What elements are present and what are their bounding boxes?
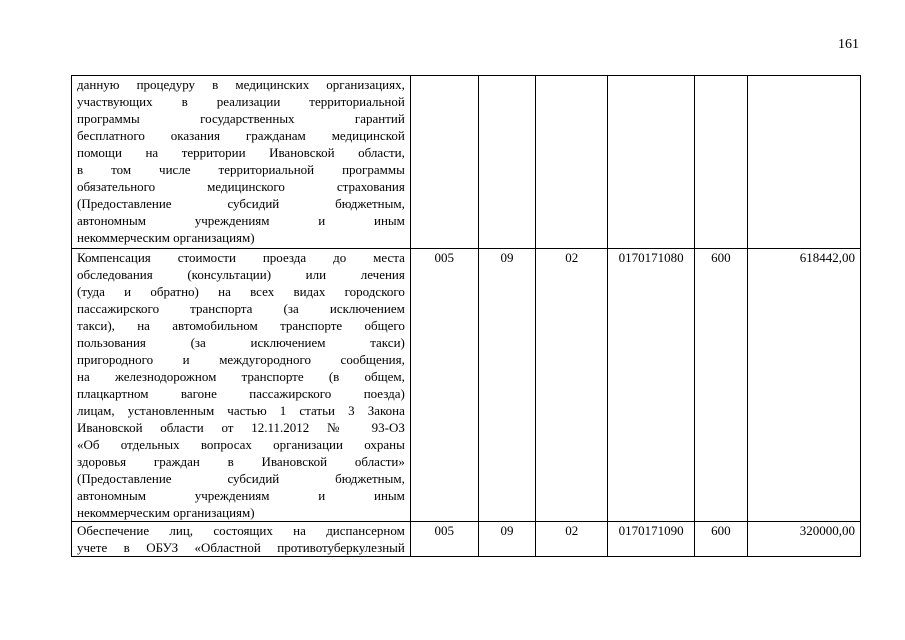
- table-row: [72, 522, 861, 557]
- description-line: здоровья граждан в Ивановской области»: [77, 454, 405, 469]
- description-line: Обеспечение лиц, состоящих на диспансерном: [77, 523, 405, 538]
- target-article-code: 0170171090: [608, 522, 695, 557]
- description-line: Компенсация стоимости проезда до места: [77, 250, 405, 265]
- amount: 320000,00: [747, 522, 860, 557]
- row-description: [72, 76, 411, 249]
- description-line: автономным учреждениям и иным: [77, 213, 405, 228]
- section-code: 09: [478, 522, 536, 557]
- description-line: обследования (консультации) или лечения: [77, 267, 405, 282]
- description-line: помощи на территории Ивановской области,: [77, 145, 405, 160]
- description-line: (туда и обратно) на всех видах городского: [77, 284, 405, 299]
- description-line: в том числе территориальной программы: [77, 162, 405, 177]
- description-line: пригородного и междугородного сообщения,: [77, 352, 405, 367]
- expense-type-code: 600: [695, 522, 748, 557]
- section-code: 09: [478, 249, 536, 522]
- subsection-code: 02: [536, 522, 608, 557]
- row-description: [72, 249, 411, 522]
- amount: [747, 76, 860, 249]
- description-line: пассажирского транспорта (за исключением: [77, 301, 405, 316]
- description-line: такси), на автомобильном транспорте общего: [77, 318, 405, 333]
- description-line: Ивановской области от 12.11.2012 № 93-ОЗ: [77, 420, 405, 435]
- description-line: учете в ОБУЗ «Областной противотуберкулезный: [77, 540, 405, 555]
- description-line: плацкартном вагоне пассажирского поезда): [77, 386, 405, 401]
- description-line: пользования (за исключением такси): [77, 335, 405, 350]
- description-line: «Об отдельных вопросах организации охраны: [77, 437, 405, 452]
- target-article-code: [608, 76, 695, 249]
- description-line: некоммерческим организациям): [77, 230, 255, 245]
- budget-table: [71, 75, 861, 557]
- description-line: бесплатного оказания гражданам медицинской: [77, 128, 405, 143]
- description-line: (Предоставление субсидий бюджетным,: [77, 471, 405, 486]
- amount: 618442,00: [747, 249, 860, 522]
- description-line: автономным учреждениям и иным: [77, 488, 405, 503]
- row-description: [72, 522, 411, 557]
- page-number: 161: [838, 37, 859, 52]
- ministry-code: [410, 76, 478, 249]
- expense-type-code: [695, 76, 748, 249]
- subsection-code: [536, 76, 608, 249]
- description-line: участвующих в реализации территориальной: [77, 94, 405, 109]
- target-article-code: 0170171080: [608, 249, 695, 522]
- description-line: на железнодорожном транспорте (в общем,: [77, 369, 405, 384]
- table-row: [72, 249, 861, 522]
- section-code: [478, 76, 536, 249]
- ministry-code: 005: [410, 249, 478, 522]
- description-line: данную процедуру в медицинских организациях,: [77, 77, 405, 92]
- description-line: обязательного медицинского страхования: [77, 179, 405, 194]
- description-line: лицам, установленным частью 1 статьи 3 Закона: [77, 403, 405, 418]
- ministry-code: 005: [410, 522, 478, 557]
- table-row: [72, 76, 861, 249]
- description-line: программы государственных гарантий: [77, 111, 405, 126]
- subsection-code: 02: [536, 249, 608, 522]
- description-line: (Предоставление субсидий бюджетным,: [77, 196, 405, 211]
- description-line: некоммерческим организациям): [77, 505, 255, 520]
- expense-type-code: 600: [695, 249, 748, 522]
